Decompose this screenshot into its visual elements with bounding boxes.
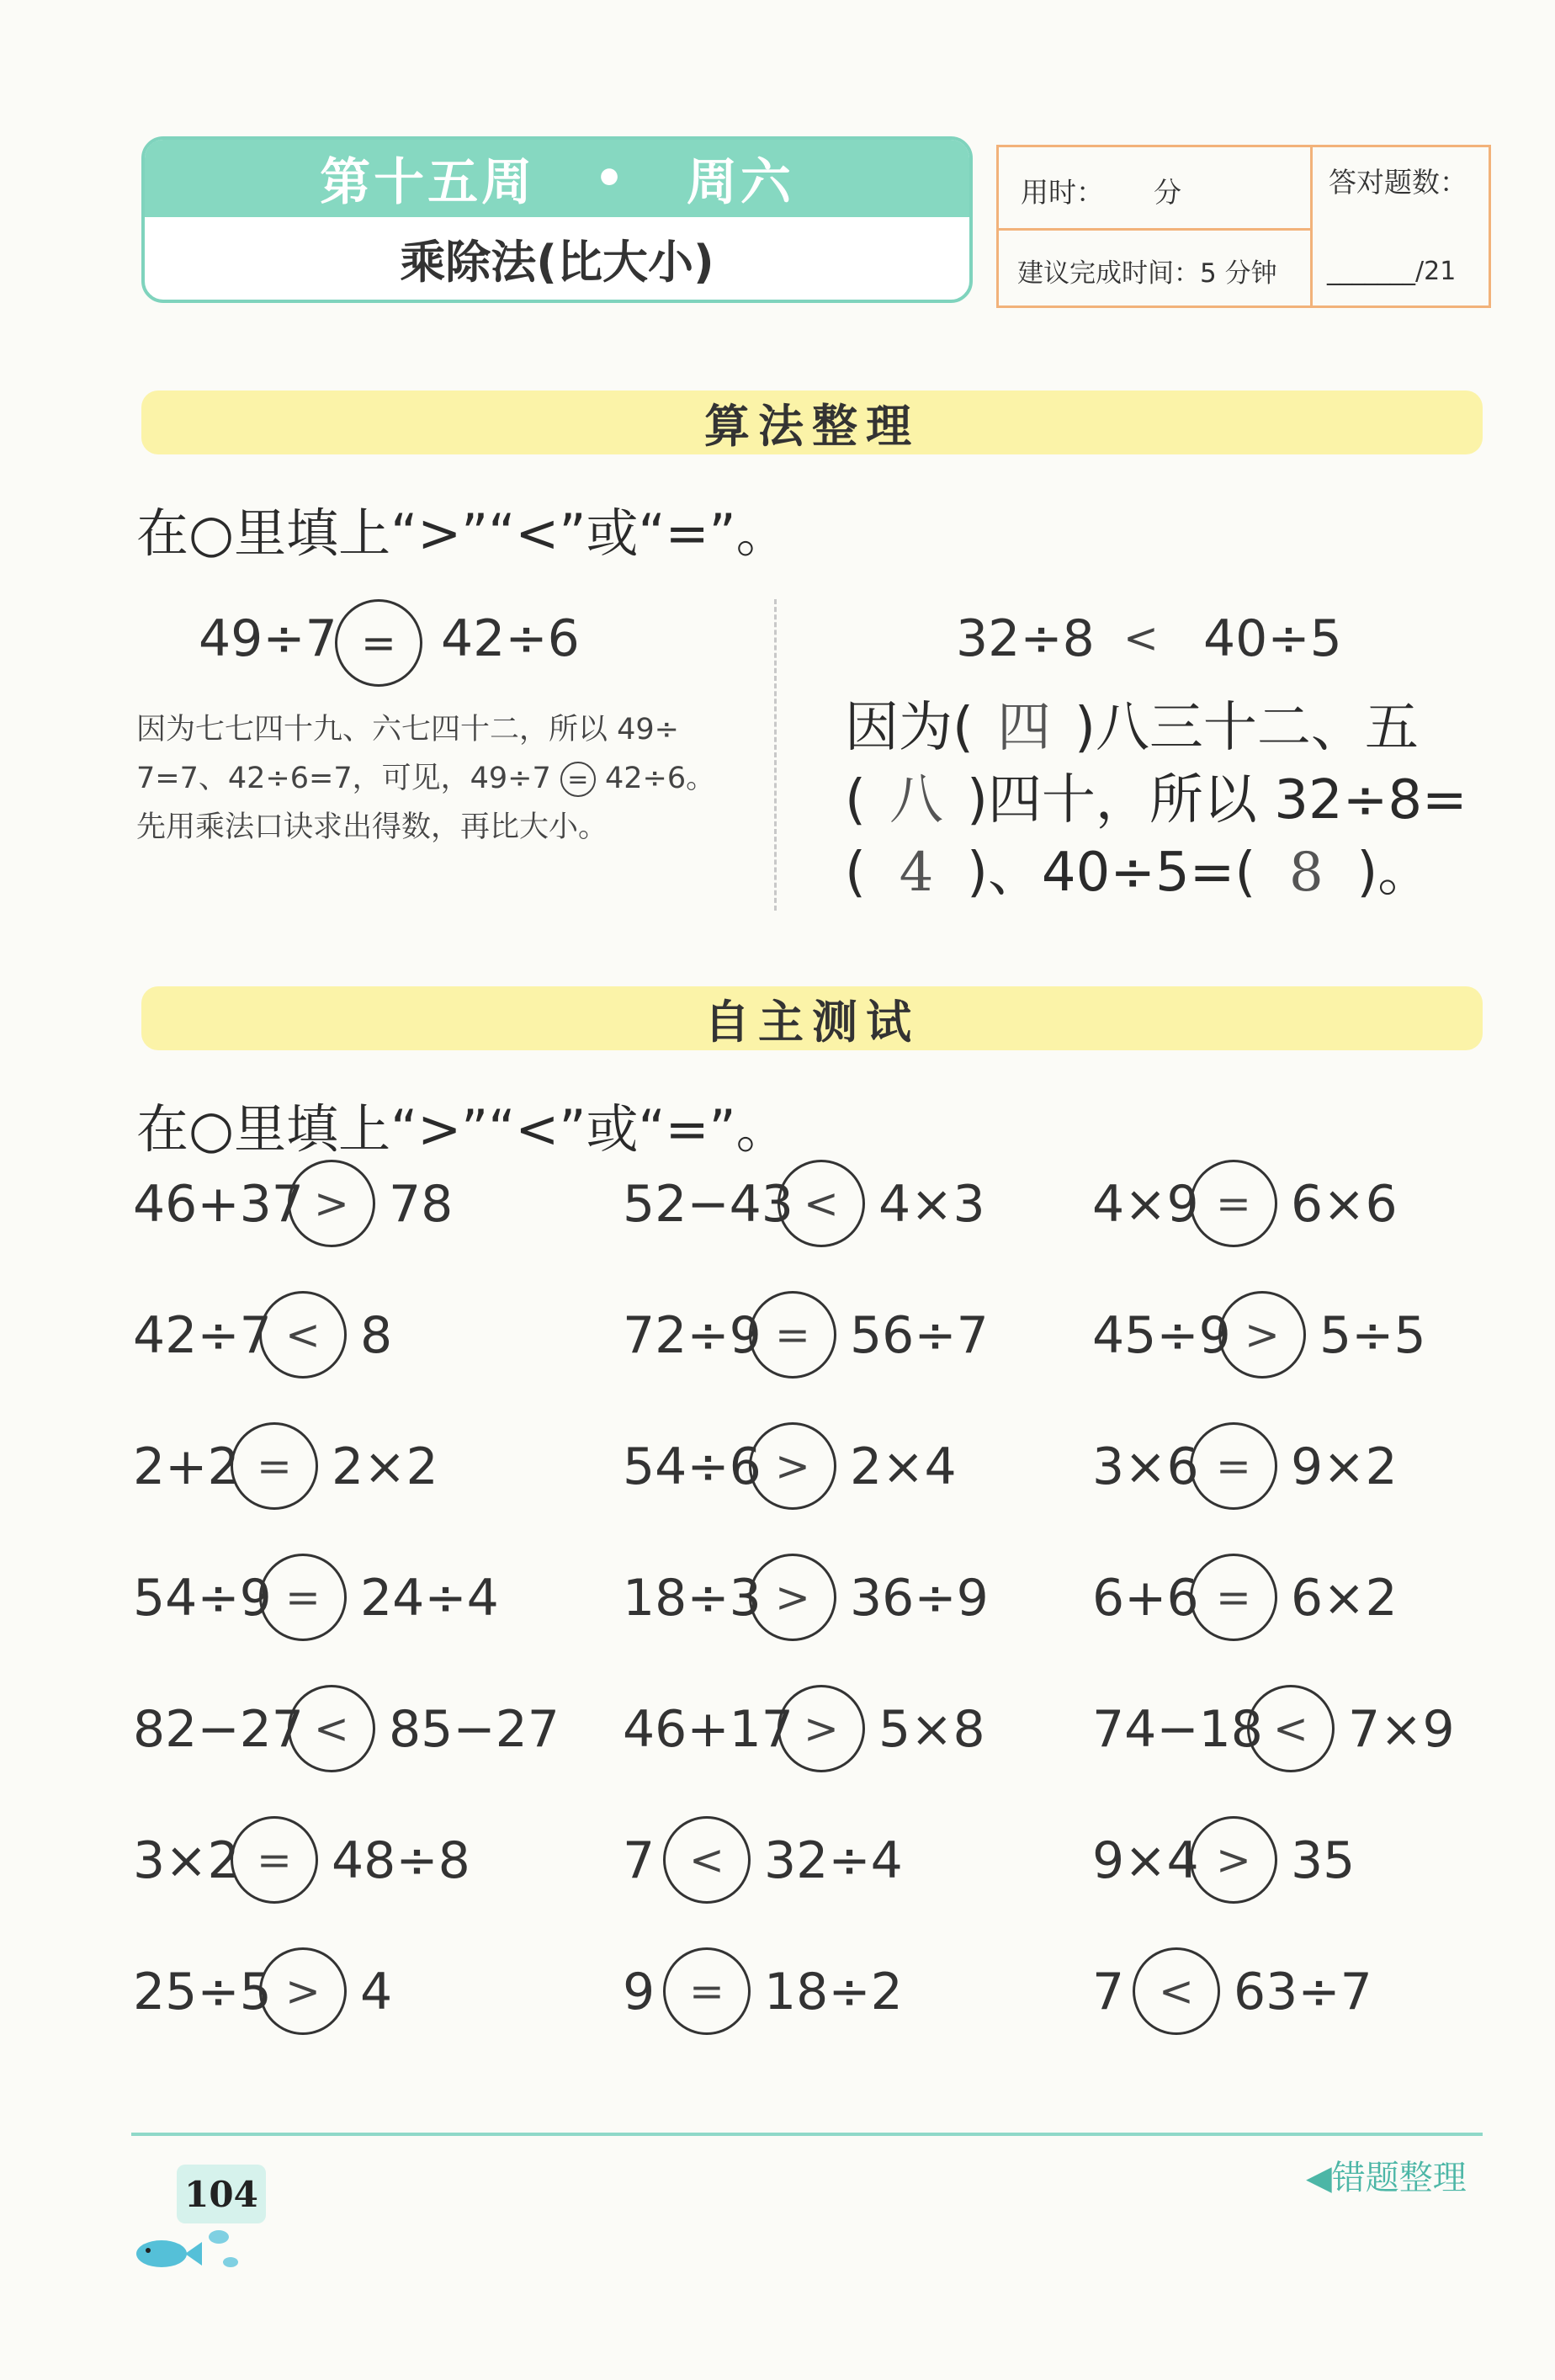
answer-sign: > <box>775 1573 810 1622</box>
problem-right-expression: 63÷7 <box>1234 1963 1372 2021</box>
problem-left-expression: 46+37 <box>133 1175 304 1234</box>
fill-answer-3[interactable]: 4 <box>899 842 934 904</box>
problem-right-expression: 18÷2 <box>764 1963 903 2021</box>
practice-answer-circle <box>1097 594 1185 682</box>
answer-sign: = <box>1216 1442 1251 1490</box>
column-divider <box>774 599 777 911</box>
example-answer: = <box>361 619 396 667</box>
answer-circle[interactable] <box>778 1685 865 1772</box>
explain-sign-circle: = <box>560 762 596 797</box>
answer-circle[interactable] <box>663 1947 751 2035</box>
answer-circle[interactable] <box>1190 1422 1277 1510</box>
problem-left-expression: 82−27 <box>133 1700 304 1759</box>
answer-sign: > <box>1216 1835 1251 1884</box>
day-label: 周六 <box>686 153 794 212</box>
answer-sign: < <box>1159 1967 1194 2016</box>
fill-in-explanation <box>845 692 1484 909</box>
problem-left-expression: 2+2 <box>133 1437 240 1496</box>
problem-left-expression: 74−18 <box>1092 1700 1263 1759</box>
problem-left-expression: 72÷9 <box>623 1306 762 1365</box>
answer-circle[interactable] <box>288 1160 375 1247</box>
problem-right-expression: 6×2 <box>1291 1569 1398 1628</box>
problem-right-expression: 5×8 <box>878 1700 985 1759</box>
answer-sign: > <box>285 1967 321 2016</box>
explain-line-2: 7=7、42÷6=7，可见，49÷7 = 42÷6。 <box>136 762 716 795</box>
answer-circle[interactable] <box>778 1160 865 1247</box>
answer-circle[interactable] <box>1133 1947 1220 2035</box>
answer-sign: = <box>1216 1573 1251 1622</box>
fill-line-1: 因为( 四 )八三十二、五 <box>845 692 1484 764</box>
problem-left-expression: 9 <box>623 1963 655 2021</box>
problem-right-expression: 9×2 <box>1291 1437 1398 1496</box>
problem-left-expression: 54÷9 <box>133 1569 272 1628</box>
answer-sign: < <box>314 1704 349 1753</box>
answer-sign: > <box>775 1442 810 1490</box>
problem-right-expression: 85−27 <box>389 1700 560 1759</box>
example-left: 49÷7 <box>199 609 337 668</box>
page-number: 104 <box>177 2165 266 2223</box>
problem-left-expression: 18÷3 <box>623 1569 762 1628</box>
score-divider-horizontal <box>999 228 1310 231</box>
problem-left-expression: 46+17 <box>623 1700 793 1759</box>
time-unit: 分 <box>1154 176 1181 209</box>
time-label: 用时： <box>1021 176 1104 209</box>
mistakes-review-link[interactable]: ◀错题整理 <box>1306 2159 1467 2197</box>
answer-sign: = <box>689 1967 724 2016</box>
problem-right-expression: 32÷4 <box>764 1831 903 1890</box>
problem-right-expression: 56÷7 <box>850 1306 989 1365</box>
example-answer-circle <box>335 599 422 687</box>
problem-left-expression: 9×4 <box>1092 1831 1199 1890</box>
practice-right: 40÷5 <box>1203 609 1342 668</box>
answer-circle[interactable] <box>231 1816 318 1904</box>
answer-circle[interactable] <box>1190 1160 1277 1247</box>
practice-left: 32÷8 <box>956 609 1095 668</box>
footer-divider <box>131 2133 1483 2136</box>
answer-sign: = <box>257 1835 292 1884</box>
section-title-self-test: 自主测试 <box>141 986 1483 1050</box>
answer-circle[interactable] <box>1190 1554 1277 1641</box>
fish-decoration-icon <box>125 2218 242 2277</box>
answer-sign: > <box>804 1704 839 1753</box>
problem-left-expression: 7 <box>1092 1963 1125 2021</box>
answer-sign: > <box>314 1179 349 1228</box>
answer-circle[interactable] <box>231 1422 318 1510</box>
answer-sign: = <box>1216 1179 1251 1228</box>
score-box <box>996 145 1491 308</box>
problem-left-expression: 54÷6 <box>623 1437 762 1496</box>
problem-right-expression: 6×6 <box>1291 1175 1398 1234</box>
problem-left-expression: 6+6 <box>1092 1569 1199 1628</box>
example-right: 42÷6 <box>441 609 580 668</box>
problem-left-expression: 3×2 <box>133 1831 240 1890</box>
answer-sign: > <box>1245 1310 1280 1359</box>
problem-left-expression: 52−43 <box>623 1175 793 1234</box>
problem-left-expression: 4×9 <box>1092 1175 1199 1234</box>
answer-sign: = <box>775 1310 810 1359</box>
problem-right-expression: 5÷5 <box>1319 1306 1426 1365</box>
section-title-algorithm: 算法整理 <box>141 390 1483 454</box>
fill-line-2: ( 八 )四十，所以 32÷8= <box>845 764 1484 837</box>
answer-sign: = <box>285 1573 321 1622</box>
fill-answer-4[interactable]: 8 <box>1288 842 1324 904</box>
problem-left-expression: 3×6 <box>1092 1437 1199 1496</box>
suggested-time: 建议完成时间：5 分钟 <box>1017 258 1277 289</box>
explain-line-3: 先用乘法口诀求出得数，再比大小。 <box>136 810 608 844</box>
answer-circle[interactable] <box>663 1816 751 1904</box>
answer-circle[interactable] <box>749 1554 836 1641</box>
answer-sign: < <box>689 1835 724 1884</box>
answer-sign: < <box>1273 1704 1308 1753</box>
answer-sign: < <box>285 1310 321 1359</box>
answer-circle[interactable] <box>1247 1685 1335 1772</box>
problem-right-expression: 36÷9 <box>850 1569 989 1628</box>
problem-right-expression: 35 <box>1291 1831 1356 1890</box>
fill-answer-1[interactable]: 四 <box>996 697 1051 759</box>
separator-dot: • <box>594 151 628 206</box>
answer-circle[interactable] <box>259 1947 347 2035</box>
explain-line-1: 因为七七四十九、六七四十二，所以 49÷ <box>136 713 679 746</box>
problem-left-expression: 45÷9 <box>1092 1306 1231 1365</box>
fill-answer-2[interactable]: 八 <box>889 769 943 831</box>
correct-count-label: 答对题数： <box>1329 166 1467 199</box>
problem-right-expression: 4×3 <box>878 1175 985 1234</box>
problem-left-expression: 25÷5 <box>133 1963 272 2021</box>
example-explanation <box>136 705 725 852</box>
correct-count-total: _______/21 <box>1327 257 1457 286</box>
problem-right-expression: 78 <box>389 1175 454 1234</box>
lesson-header <box>141 136 973 303</box>
score-divider-vertical <box>1310 147 1313 305</box>
lesson-topic: 乘除法(比大小) <box>400 235 714 289</box>
section2-instruction: 在○里填上“>”“<”或“=”。 <box>136 1098 788 1160</box>
answer-sign: < <box>804 1179 839 1228</box>
problem-right-expression: 4 <box>360 1963 393 2021</box>
answer-circle[interactable] <box>259 1291 347 1379</box>
answer-circle[interactable] <box>288 1685 375 1772</box>
problem-right-expression: 48÷8 <box>332 1831 470 1890</box>
answer-circle[interactable] <box>749 1422 836 1510</box>
answer-circle[interactable] <box>259 1554 347 1641</box>
problem-right-expression: 2×2 <box>332 1437 438 1496</box>
problem-right-expression: 8 <box>360 1306 393 1365</box>
problem-right-expression: 7×9 <box>1348 1700 1455 1759</box>
answer-circle[interactable] <box>749 1291 836 1379</box>
fill-line-3: ( 4 )、40÷5=( 8 )。 <box>845 837 1484 909</box>
section1-instruction: 在○里填上“>”“<”或“=”。 <box>136 502 788 564</box>
problem-right-expression: 24÷4 <box>360 1569 499 1628</box>
practice-answer: < <box>1123 614 1159 662</box>
answer-sign: = <box>257 1442 292 1490</box>
problem-left-expression: 7 <box>623 1831 655 1890</box>
problem-left-expression: 42÷7 <box>133 1306 272 1365</box>
answer-circle[interactable] <box>1218 1291 1306 1379</box>
answer-circle[interactable] <box>1190 1816 1277 1904</box>
problem-right-expression: 2×4 <box>850 1437 957 1496</box>
week-label: 第十五周 <box>320 153 536 212</box>
lesson-week-banner <box>145 140 969 217</box>
